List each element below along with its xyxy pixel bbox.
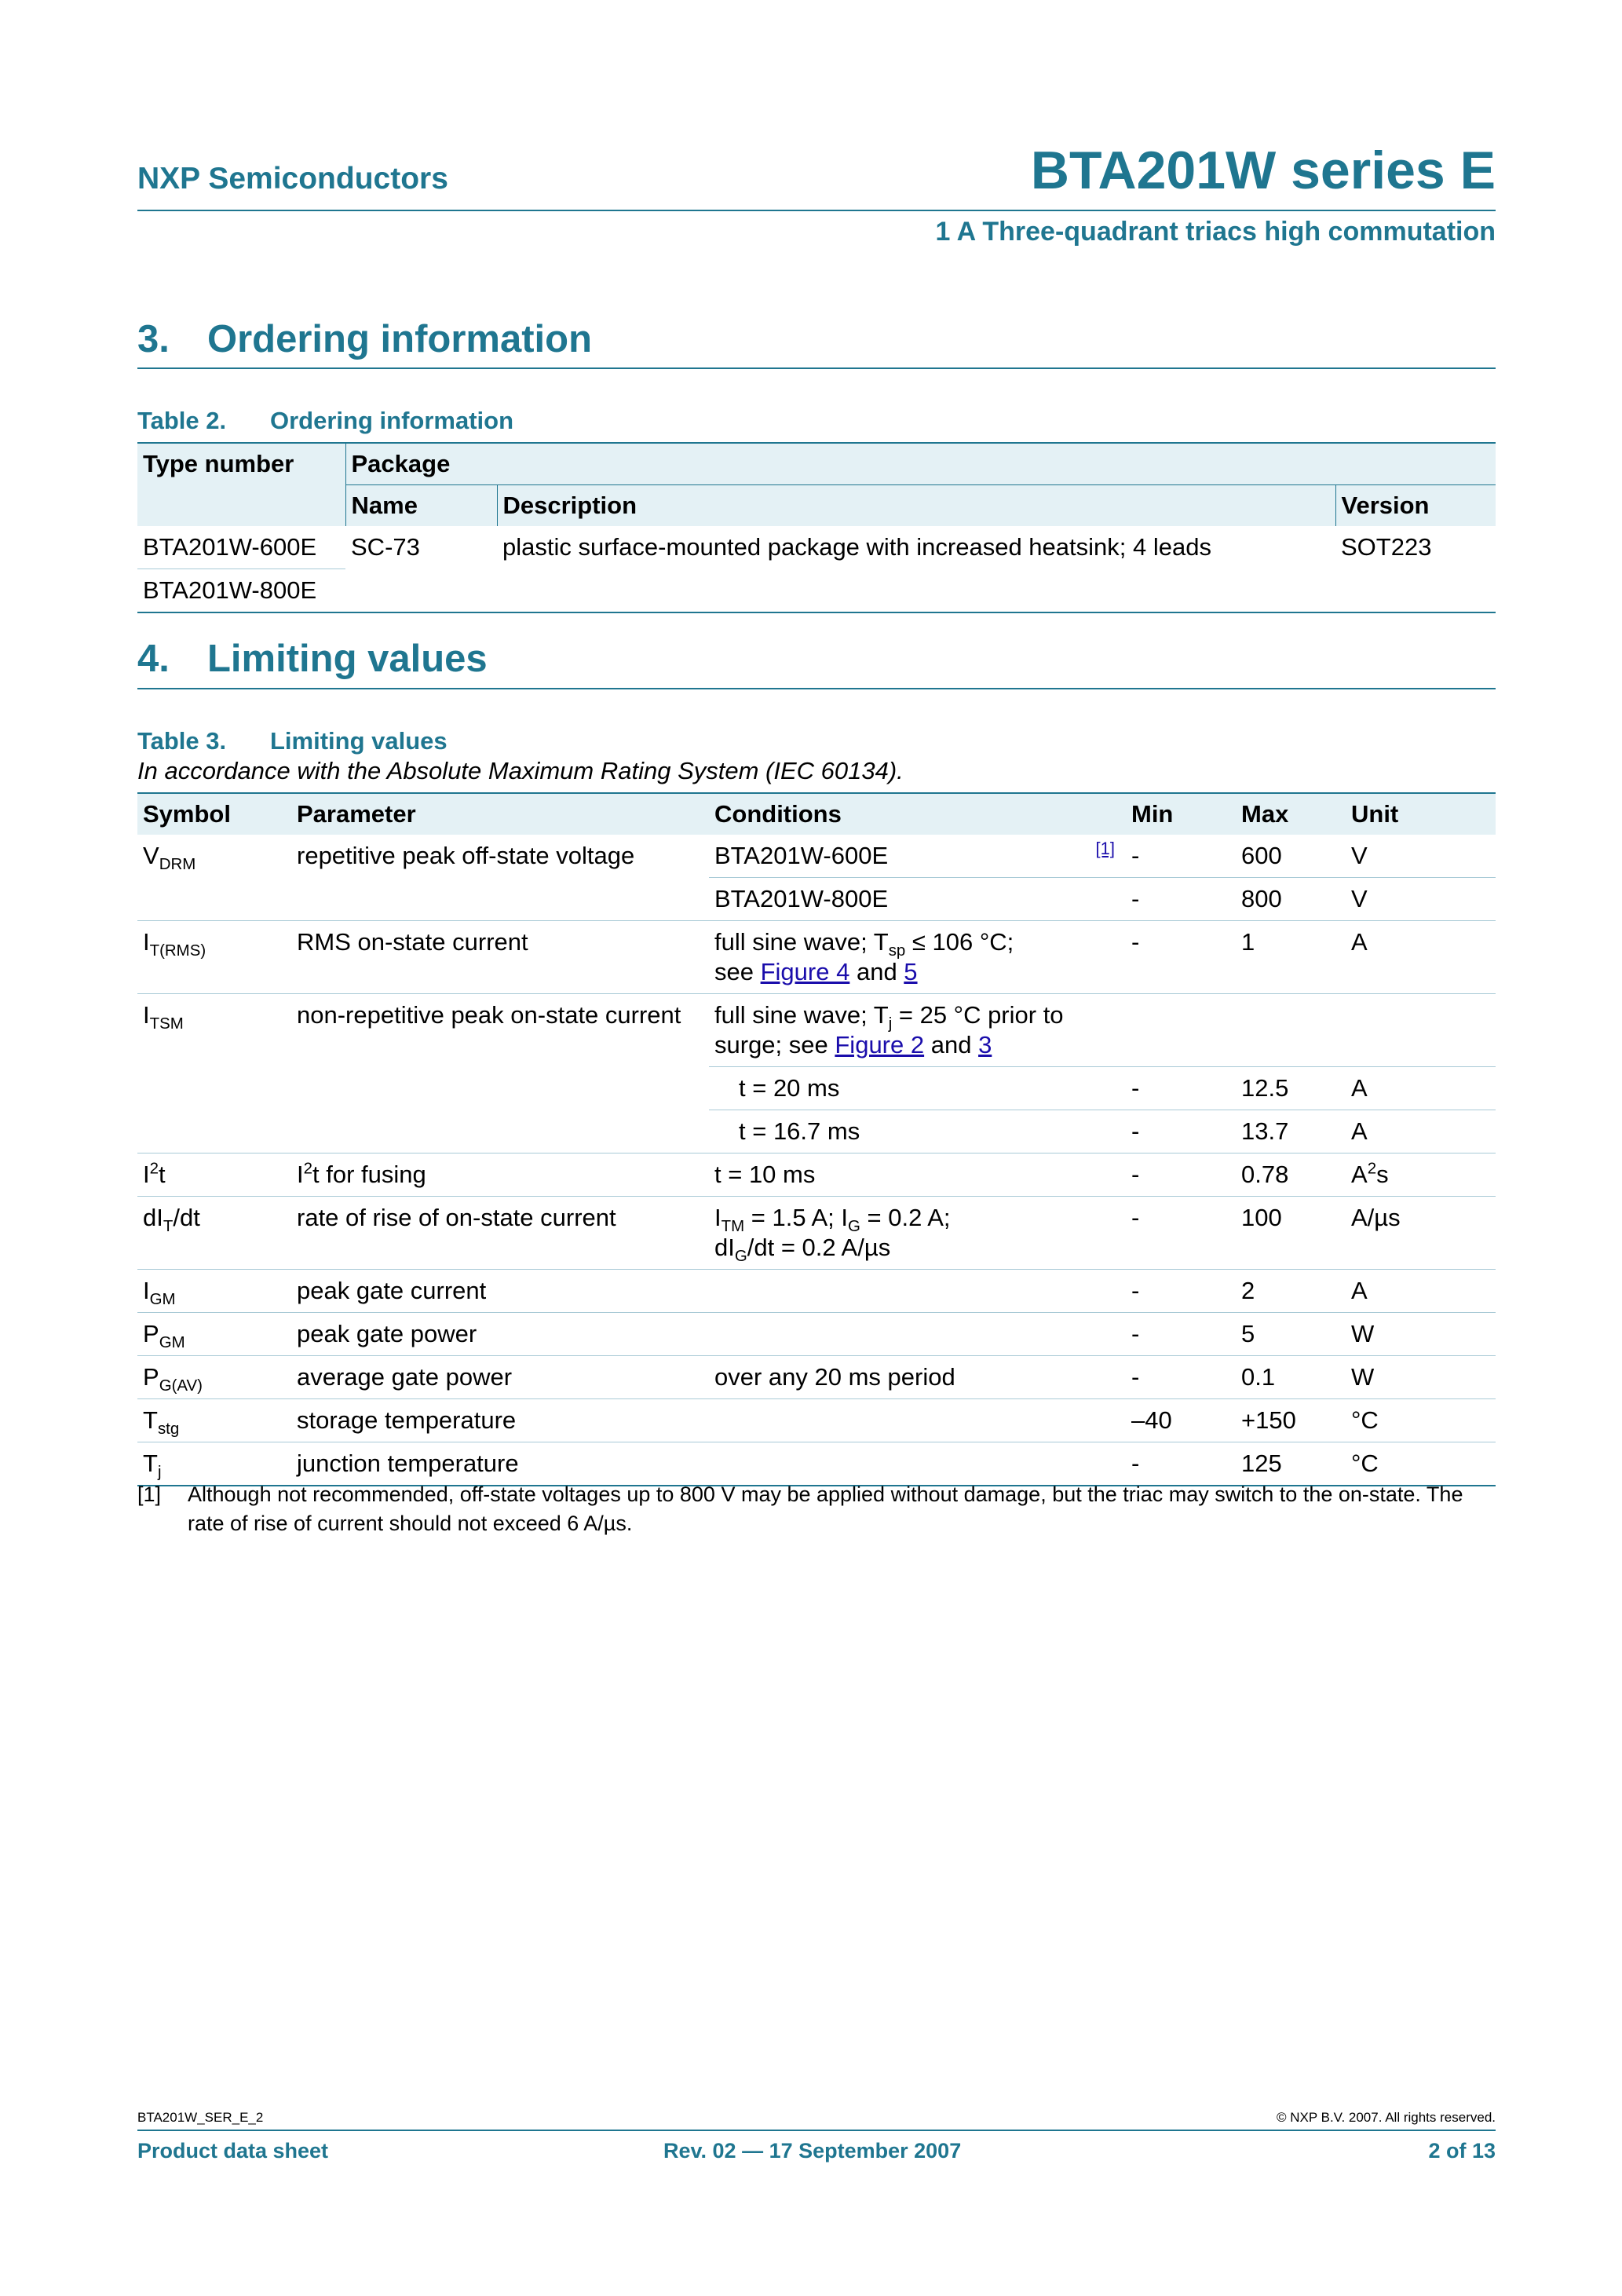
figure-4-link[interactable]: Figure 4 <box>760 958 850 985</box>
min-cell: - <box>1126 1110 1236 1153</box>
min-cell: –40 <box>1126 1399 1236 1442</box>
table-row <box>137 526 1496 569</box>
max-cell: 0.78 <box>1236 1153 1346 1197</box>
conditions-cell: full sine wave; $T_j = 25$ °C prior to surge; see Figure 2 and 3 <box>709 994 1126 1067</box>
conditions-cell: t = 16.7 ms <box>709 1110 1126 1153</box>
symbol-cell: $I^2t$ <box>137 1153 291 1197</box>
max-cell: 12.5 <box>1236 1067 1346 1110</box>
conditions-cell: BTA201W-800E <box>709 878 1126 921</box>
min-cell: - <box>1126 878 1236 921</box>
conditions-cell: $I_{TM} = 1.5$ A; $I_G = 0.2$ A; $dI_G/dt = 0.2$ A/µs <box>709 1197 1126 1270</box>
footnote-text: Although not recommended, off-state voltages up to 800 V may be applied without damage, but the triac may switch to the on-state. The rate of rise of current should not exceed 6 A/µs. <box>188 1483 1463 1535</box>
section-3-title: Ordering information <box>207 318 592 360</box>
table-3-note: In accordance with the Absolute Maximum Rating System (IEC 60134). <box>137 757 904 784</box>
document-type: Product data sheet <box>137 2139 329 2163</box>
table-2-number: Table 2. <box>137 407 227 434</box>
package-name-cell: SC-73 <box>351 533 420 561</box>
symbol-cell: $dI_T/dt$ <box>137 1197 291 1270</box>
min-cell: - <box>1126 1313 1236 1356</box>
figure-2-link[interactable]: Figure 2 <box>835 1031 925 1058</box>
unit-cell: W <box>1346 1356 1496 1399</box>
header-max: Max <box>1236 793 1346 835</box>
max-cell: 5 <box>1236 1313 1346 1356</box>
header-name: Name <box>345 485 497 527</box>
header-type-number: Type number <box>137 443 345 526</box>
max-cell: 2 <box>1236 1270 1346 1313</box>
max-cell: 125 <box>1241 1450 1282 1477</box>
copyright: © NXP B.V. 2007. All rights reserved. <box>1276 2110 1496 2125</box>
table-3-number: Table 3. <box>137 727 227 755</box>
parameter-cell: rate of rise of on-state current <box>291 1197 709 1270</box>
section-4-heading <box>137 637 488 681</box>
max-cell: 600 <box>1236 835 1346 878</box>
product-subtitle: 1 A Three-quadrant triacs high commutation <box>935 217 1496 247</box>
min-cell: - <box>1131 1450 1140 1477</box>
footnote-tag: [1] <box>137 1483 162 1506</box>
conditions-cell <box>709 1399 1126 1442</box>
package-description-cell: plastic surface-mounted package with increased heatsink; 4 leads <box>502 533 1211 561</box>
parameter-cell: junction temperature <box>297 1450 519 1477</box>
max-cell: 100 <box>1236 1197 1346 1270</box>
min-cell: - <box>1126 921 1236 994</box>
conditions-cell <box>709 1442 1126 1486</box>
symbol-cell: $I_{TSM}$ <box>137 994 291 1153</box>
parameter-cell: $I^2t$ for fusing <box>291 1153 709 1197</box>
parameter-cell: non-repetitive peak on-state current <box>291 994 709 1153</box>
conditions-cell <box>709 1313 1126 1356</box>
table-3-title: Limiting values <box>270 727 448 755</box>
header-min: Min <box>1126 793 1236 835</box>
product-title: BTA201W series E <box>1030 141 1496 200</box>
table-row <box>137 1197 1496 1270</box>
unit-cell: A <box>1346 921 1496 994</box>
table-3-caption <box>137 727 448 755</box>
symbol-cell: $I_{GM}$ <box>137 1270 291 1313</box>
table-row <box>137 994 1496 1067</box>
header-package: Package <box>345 443 1496 485</box>
table-row <box>137 1313 1496 1356</box>
footer-rule <box>137 2130 1496 2131</box>
company-name: NXP Semiconductors <box>137 162 448 196</box>
parameter-cell: repetitive peak off-state voltage <box>291 835 709 921</box>
table-2-title: Ordering information <box>270 407 513 434</box>
table-row <box>137 1442 1496 1486</box>
symbol-cell: $T_{stg}$ <box>137 1399 291 1442</box>
header-unit: Unit <box>1346 793 1496 835</box>
document-id: BTA201W_SER_E_2 <box>137 2110 264 2125</box>
min-cell: - <box>1126 1153 1236 1197</box>
conditions-cell: t = 20 ms <box>709 1067 1126 1110</box>
max-cell: 13.7 <box>1236 1110 1346 1153</box>
parameter-cell: RMS on-state current <box>291 921 709 994</box>
conditions-cell: full sine wave; $T_{sp} \le 106$ °C; see Figure 4 and 5 <box>709 921 1126 994</box>
figure-3-link[interactable]: 3 <box>978 1031 992 1058</box>
parameter-cell: peak gate power <box>291 1313 709 1356</box>
section-3-number: 3. <box>137 318 170 360</box>
header-conditions: Conditions <box>709 793 1126 835</box>
section-3-rule <box>137 367 1496 369</box>
unit-cell: A/µs <box>1346 1197 1496 1270</box>
max-cell: +150 <box>1236 1399 1346 1442</box>
section-4-rule <box>137 688 1496 689</box>
table-row <box>137 1153 1496 1197</box>
table-row <box>137 1356 1496 1399</box>
revision-info: Rev. 02 — 17 September 2007 <box>663 2139 962 2163</box>
conditions-cell: t = 10 ms <box>709 1153 1126 1197</box>
ordering-information-table <box>137 442 1496 613</box>
conditions-cell: BTA201W-600E [1] <box>709 835 1126 878</box>
symbol-cell: $P_{G(AV)}$ <box>137 1356 291 1399</box>
section-4-title: Limiting values <box>207 638 488 680</box>
min-cell: - <box>1126 1356 1236 1399</box>
min-cell: - <box>1126 1067 1236 1110</box>
page-number: 2 of 13 <box>1428 2139 1496 2163</box>
header-description: Description <box>497 485 1335 527</box>
unit-cell: A <box>1346 1110 1496 1153</box>
figure-5-link[interactable]: 5 <box>904 958 918 985</box>
unit-cell: V <box>1346 878 1496 921</box>
min-cell: - <box>1126 835 1236 878</box>
max-cell: 800 <box>1236 878 1346 921</box>
unit-cell: A <box>1346 1067 1496 1110</box>
max-cell: 0.1 <box>1236 1356 1346 1399</box>
header-rule <box>137 210 1496 211</box>
min-cell: - <box>1126 1270 1236 1313</box>
min-cell: - <box>1126 1197 1236 1270</box>
table-row <box>137 1270 1496 1313</box>
section-3-heading <box>137 317 592 361</box>
symbol-cell: $T_j$ <box>143 1450 162 1482</box>
table-footnote <box>137 1480 1496 1538</box>
header-version: Version <box>1335 485 1496 527</box>
parameter-cell: peak gate current <box>291 1270 709 1313</box>
max-cell: 1 <box>1236 921 1346 994</box>
unit-cell: °C <box>1346 1399 1496 1442</box>
type-number-cell: BTA201W-800E <box>143 576 317 604</box>
table-row <box>137 921 1496 994</box>
type-number-cell: BTA201W-600E <box>137 526 345 569</box>
conditions-cell <box>709 1270 1126 1313</box>
table-row <box>137 835 1496 878</box>
conditions-cell: over any 20 ms period <box>709 1356 1126 1399</box>
symbol-cell: $I_{T(RMS)}$ <box>137 921 291 994</box>
unit-cell: V <box>1346 835 1496 878</box>
unit-cell: °C <box>1351 1450 1379 1477</box>
parameter-cell: storage temperature <box>291 1399 709 1442</box>
symbol-cell: $V_{DRM}$ <box>137 835 291 921</box>
limiting-values-table <box>137 792 1496 1486</box>
package-version-cell: SOT223 <box>1341 533 1432 561</box>
unit-cell: A <box>1346 1270 1496 1313</box>
section-4-number: 4. <box>137 638 170 680</box>
unit-cell: $A^2s$ <box>1346 1153 1496 1197</box>
table-2-caption <box>137 407 513 435</box>
header-symbol: Symbol <box>137 793 291 835</box>
table-row <box>137 1399 1496 1442</box>
table-row <box>137 569 1496 613</box>
unit-cell: W <box>1346 1313 1496 1356</box>
header-parameter: Parameter <box>291 793 709 835</box>
parameter-cell: average gate power <box>291 1356 709 1399</box>
symbol-cell: $P_{GM}$ <box>137 1313 291 1356</box>
